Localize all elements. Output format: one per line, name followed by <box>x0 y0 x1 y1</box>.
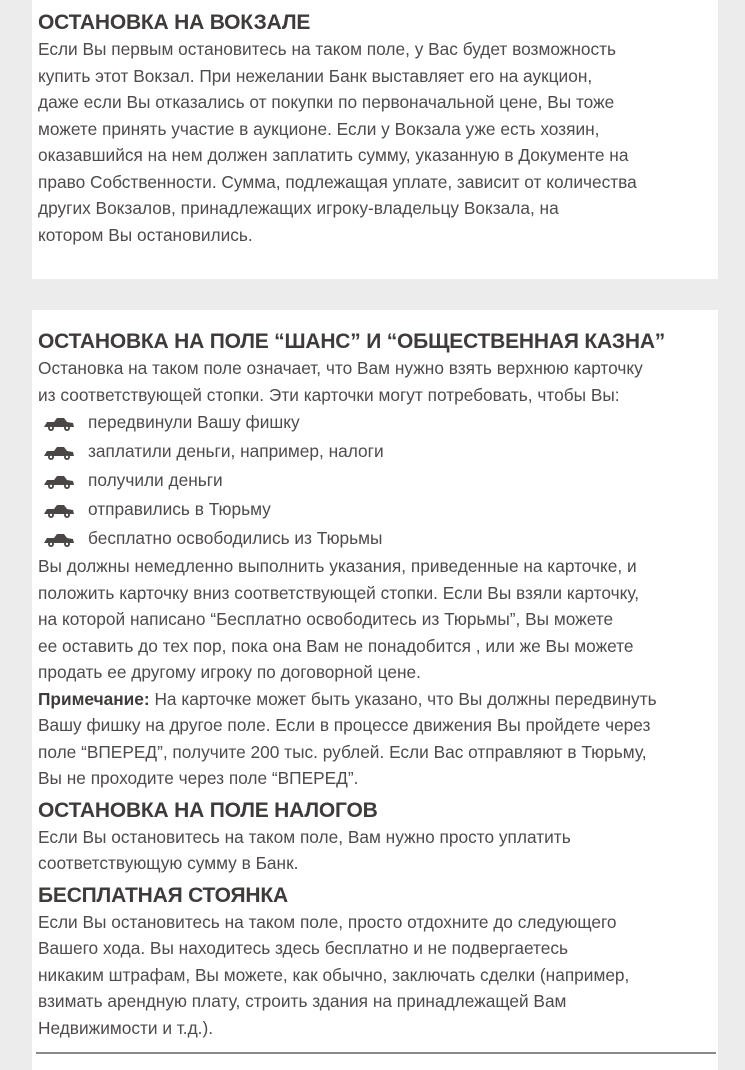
list-item <box>38 495 712 524</box>
station-card <box>32 0 718 279</box>
car-icon <box>42 442 76 462</box>
parking-heading: БЕСПЛАТНАЯ СТОЯНКА <box>38 883 288 907</box>
text-line: Если Вы первым остановитесь на таком поле, у Вас будет возможность <box>38 39 617 59</box>
chance-instructions <box>38 553 712 686</box>
bullet-text: передвинули Вашу фишку <box>88 412 300 432</box>
text-line: оказавшийся на нем должен заплатить сумму, указанную в Документе на <box>38 145 629 165</box>
car-icon <box>42 500 76 520</box>
note-first-text: На карточке может быть указано, что Вы должны передвинуть <box>149 688 657 709</box>
chance-intro <box>38 355 712 408</box>
text-line: ее оставить до тех пор, пока она Вам не понадобится , или же Вы можете <box>38 635 634 656</box>
bullet-text: заплатили деньги, например, налоги <box>88 441 384 461</box>
bottom-divider <box>36 1052 716 1054</box>
list-item <box>38 524 712 553</box>
tax-text <box>38 824 712 877</box>
text-line: Вашу фишку на другое поле. Если в процессе движения Вы пройдете через <box>38 715 651 735</box>
list-item <box>38 437 712 466</box>
list-item <box>38 466 712 495</box>
bullet-text: отправились в Тюрьму <box>88 499 271 519</box>
text-line: из соответствующей стопки. Эти карточки могут потребовать, чтобы Вы: <box>38 384 620 405</box>
text-line: можете принять участие в аукционе. Если у Вокзала уже есть хозяин, <box>38 118 600 139</box>
bullet-text: бесплатно освободились из Тюрьмы <box>88 528 383 548</box>
car-icon <box>42 413 76 433</box>
note-label: Примечание: <box>38 688 150 709</box>
text-line: никаким штрафам, Вы можете, как обычно, заключать сделки (например, <box>38 964 630 985</box>
text-line: поле “ВПЕРЕД”, получите 200 тыс. рублей. Если Вас отправляют в Тюрьму, <box>38 741 647 762</box>
tax-heading: ОСТАНОВКА НА ПОЛЕ НАЛОГОВ <box>38 798 378 822</box>
text-line: продать ее другому игроку по договорной цене. <box>38 662 421 682</box>
text-line: купить этот Вокзал. При нежелании Банк выставляет его на аукцион, <box>38 65 593 86</box>
station-text <box>38 36 712 248</box>
text-line: Вашего хода. Вы находитесь здесь бесплатно и не подвергаетесь <box>38 938 569 958</box>
text-line: Если Вы остановитесь на таком поле, Вам нужно просто уплатить <box>38 826 571 847</box>
text-line: на которой написано “Бесплатно освободитесь из Тюрьмы”, Вы можете <box>38 609 614 629</box>
car-icon <box>42 471 76 491</box>
rules-card <box>32 310 718 1070</box>
text-line: Вы не проходите через поле “ВПЕРЕД”. <box>38 768 359 788</box>
text-line: положить карточку вниз соответствующей стопки. Если Вы взяли карточку, <box>38 582 640 603</box>
chance-heading: ОСТАНОВКА НА ПОЛЕ “ШАНС” И “ОБЩЕСТВЕННАЯ КАЗНА” <box>38 330 666 353</box>
bullet-text: получили деньги <box>88 470 223 490</box>
station-heading: ОСТАНОВКА НА ВОКЗАЛЕ <box>38 11 311 34</box>
list-item <box>38 408 712 437</box>
text-line: Вы должны немедленно выполнить указания, приведенные на карточке, и <box>38 556 637 576</box>
text-line: котором Вы остановились. <box>38 224 253 245</box>
text-line: взимать арендную плату, строить здания на принадлежащей Вам <box>38 991 567 1011</box>
chance-note <box>38 686 712 792</box>
text-line: соответствующую сумму в Банк. <box>38 853 299 873</box>
parking-text <box>38 909 712 1042</box>
chance-bullet-list <box>38 408 712 553</box>
text-line: Остановка на таком поле означает, что Вам нужно взять верхнюю карточку <box>38 358 643 378</box>
text-line: право Собственности. Сумма, подлежащая уплате, зависит от количества <box>38 171 637 192</box>
car-icon <box>42 529 76 549</box>
text-line: других Вокзалов, принадлежащих игроку-владельцу Вокзала, на <box>38 198 559 218</box>
text-line: Если Вы остановитесь на таком поле, просто отдохните до следующего <box>38 911 617 932</box>
note-first-line <box>38 686 712 713</box>
text-line: даже если Вы отказались от покупки по первоначальной цене, Вы тоже <box>38 92 615 112</box>
text-line: Недвижимости и т.д.). <box>38 1017 214 1038</box>
